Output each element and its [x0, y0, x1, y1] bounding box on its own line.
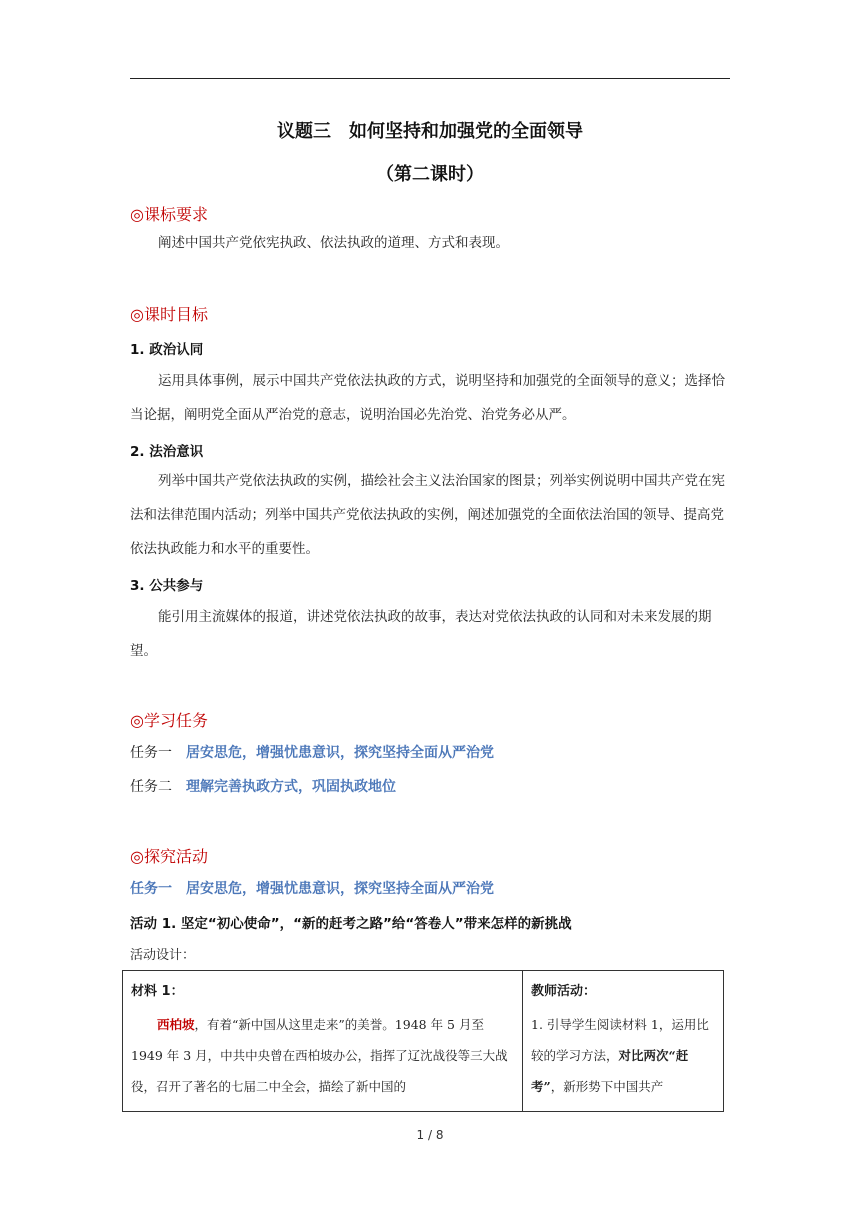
header-rule [130, 78, 730, 79]
table-row [123, 971, 724, 1112]
material-table [122, 970, 724, 1112]
section-heading-objectives: ◎课时目标 [130, 305, 208, 324]
page-number: 1 / 8 [416, 1128, 444, 1142]
highlight-xibaipo: 西柏坡 [157, 1017, 195, 1032]
curriculum-text: 阐述中国共产党依宪执政、依法执政的道理、方式和表现。 [158, 235, 509, 251]
objective-text-law: 列举中国共产党依法执政的实例，描绘社会主义法治国家的图景；列举实例说明中国共产党在宪法和法律范围内活动；列举中国共产党依法执政的实例，阐述加强党的全面依法治国的领导、提高党依法执政能力和水平的重要性。 [130, 473, 725, 557]
material-body: ，有着“新中国从这里走来”的美誉。1948 年 5 月至 1949 年 3 月，中共中央曾在西柏坡办公，指挥了辽沈战役等三大战役，召开了著名的七届二中全会，描绘了新中国的 [131, 1017, 508, 1094]
material-text [131, 1009, 514, 1102]
task-item-1 [130, 742, 494, 762]
material-cell [123, 971, 523, 1112]
activity-design-label: 活动设计： [130, 948, 196, 963]
objective-label-political: 1. 政治认同 [130, 342, 204, 358]
objective-label-law: 2. 法治意识 [130, 444, 204, 460]
objective-text-political: 运用具体事例，展示中国共产党依法执政的方式，说明坚持和加强党的全面领导的意义；选择恰当论据，阐明党全面从严治党的意志，说明治国必先治党、治党务必从严。 [130, 373, 725, 423]
task-title: 理解完善执政方式，巩固执政地位 [186, 779, 396, 795]
explore-task-title: 任务一 居安思危，增强忧患意识，探究坚持全面从严治党 [130, 881, 494, 897]
teacher-text-a: 1. 引导学生阅读材料 1，运用比较的学习方法， [531, 1017, 709, 1063]
teacher-activity-header: 教师活动： [531, 984, 597, 999]
task-title: 居安思危，增强忧患意识，探究坚持全面从严治党 [186, 745, 494, 761]
section-heading-tasks: ◎学习任务 [130, 711, 208, 730]
document-title: 议题三 如何坚持和加强党的全面领导 [277, 121, 583, 142]
material-header: 材料 1： [131, 984, 184, 999]
teacher-text-bold: 对比两次“赶考” [531, 1048, 689, 1094]
objective-label-public: 3. 公共参与 [130, 578, 204, 594]
teacher-activity-cell [523, 971, 724, 1112]
objective-text-public: 能引用主流媒体的报道，讲述党依法执政的故事，表达对党依法执政的认同和对未来发展的期望。 [130, 609, 712, 659]
document-subtitle: （第二课时） [376, 164, 484, 185]
task-item-2 [130, 776, 396, 796]
section-heading-curriculum: ◎课标要求 [130, 205, 208, 224]
section-heading-explore: ◎探究活动 [130, 847, 208, 866]
activity-title: 活动 1. 坚定“初心使命”，“新的赶考之路”给“答卷人”带来怎样的新挑战 [130, 916, 572, 932]
teacher-activity-text [531, 1009, 715, 1102]
teacher-text-b: ，新形势下中国共产 [550, 1079, 664, 1094]
task-prefix: 任务二 [130, 779, 172, 795]
task-prefix: 任务一 [130, 745, 172, 761]
